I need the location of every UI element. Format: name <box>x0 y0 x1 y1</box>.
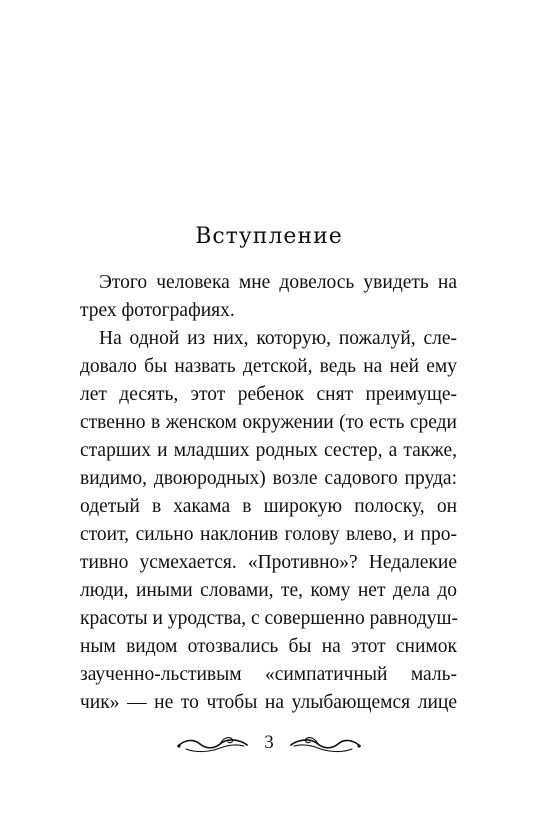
page-number: 3 <box>264 732 274 753</box>
text-line: трех фотографиях. <box>80 300 235 321</box>
text-line: красоты и уродства, с совершенно равнодуш- <box>80 608 458 629</box>
text-line: тивно усмехается. «Противно»? Недалекие <box>80 552 457 573</box>
chapter-heading: Вступление <box>195 224 343 249</box>
flourish-left-icon <box>176 733 248 755</box>
page-footer <box>0 731 538 761</box>
text-line: видимо, двоюродных) возле садового пруда: <box>80 468 457 489</box>
text-line: одетый в хакама в широкую полоску, он <box>80 496 457 517</box>
text-line: стоит, сильно наклонив голову влево, и про- <box>80 524 457 545</box>
text-line: люди, иными словами, те, кому нет дела до <box>80 580 457 601</box>
text-line: ственно в женском окружении (то есть среди <box>80 412 457 433</box>
text-line: лет десять, этот ребенок снят преимуще- <box>80 384 457 405</box>
text-line: Этого человека мне довелось увидеть на <box>99 272 457 293</box>
flourish-right-icon <box>290 733 362 755</box>
text-line: довало бы назвать детской, ведь на ней ему <box>80 356 457 377</box>
text-line: На одной из них, которую, пожалуй, сле- <box>99 328 457 349</box>
text-line: чик» — не то чтобы на улыбающемся лице <box>80 692 457 713</box>
text-line: старших и младших родных сестер, а также, <box>80 440 457 461</box>
text-line: заученно-льстивым «симпатичный маль- <box>80 664 457 685</box>
text-line: ным видом отозвались бы на этот снимок <box>80 636 457 657</box>
